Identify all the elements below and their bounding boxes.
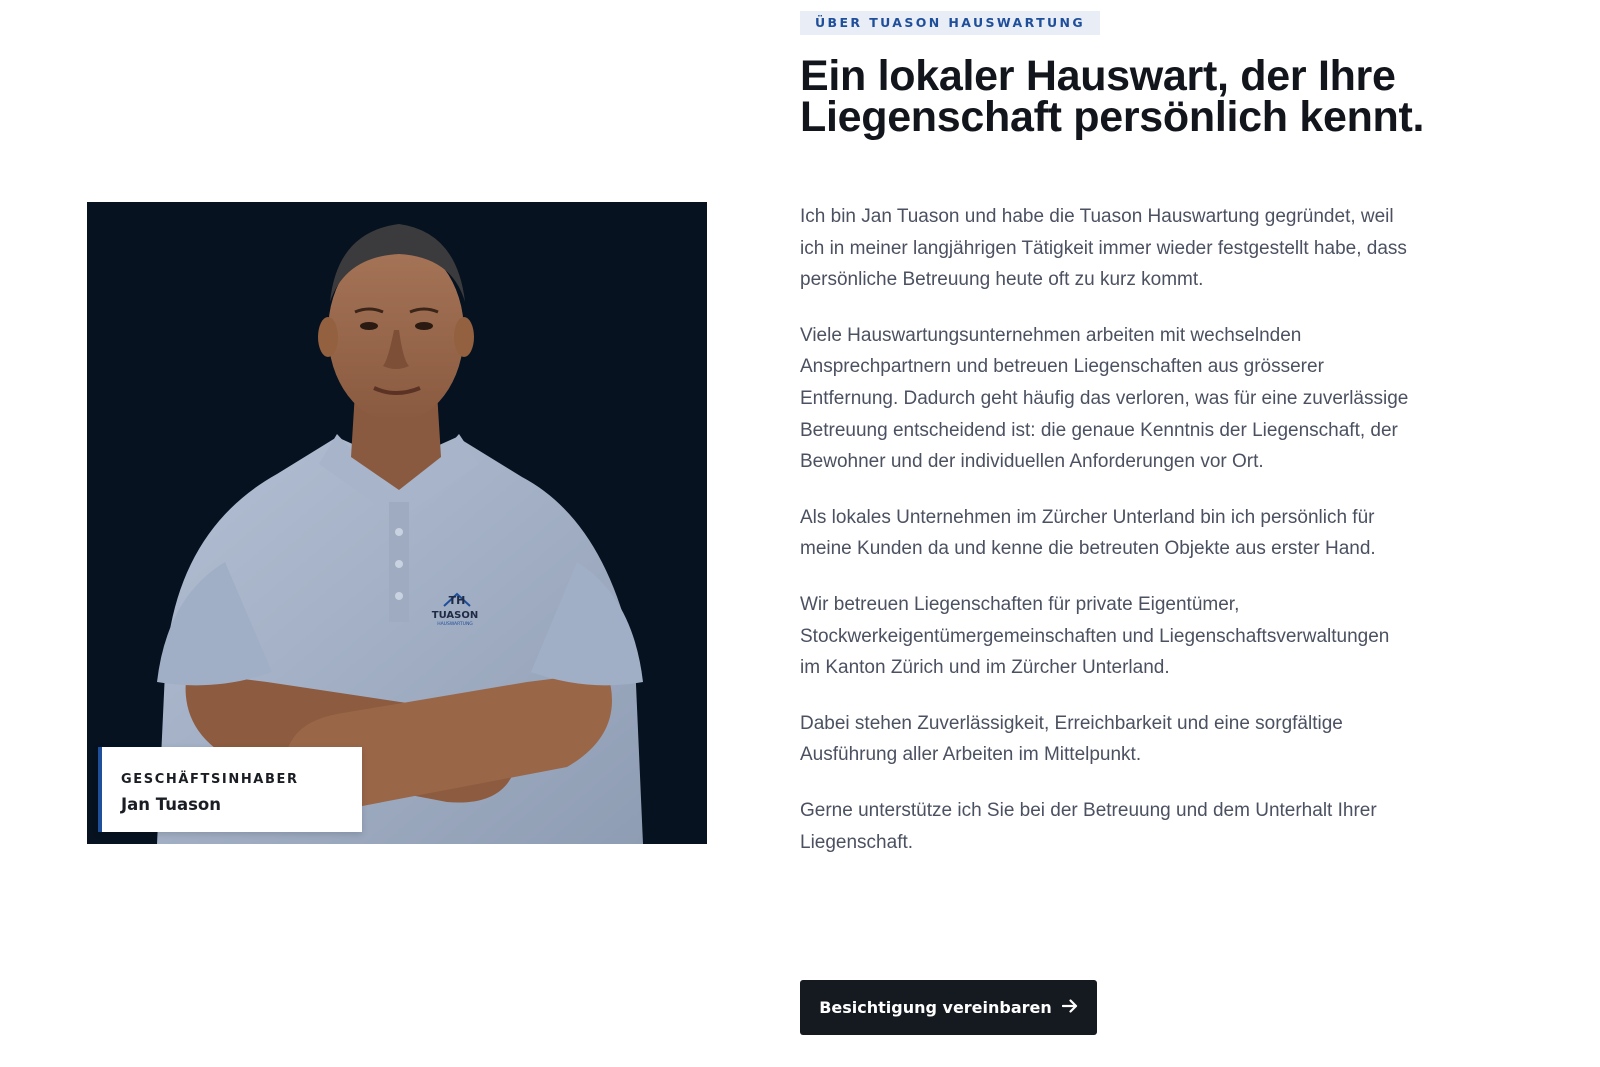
owner-role: GESCHÄFTSINHABER [121,772,299,787]
arrow-right-icon [1062,999,1078,1017]
schedule-visit-button[interactable] [800,980,1097,1035]
about-paragraph: Viele Hauswartungsunternehmen arbeiten mit wechselnden Ansprechpartnern und betreuen Liegenschaften aus grösserer Entfernung. Dadurch geht häufig das verloren, was für eine zuverlässige Betreuung entscheidend ist: die genaue Kenntnis der Liegenschaft, der Bewohner und der individuellen Anforderungen vor Ort. [800,324,1409,473]
owner-name: Jan Tuason [121,795,221,814]
shirt-logo-mark: TH [448,594,466,607]
about-paragraph: Dabei stehen Zuverlässigkeit, Erreichbarkeit und eine sorgfältige Ausführung aller Arbeiten im Mittelpunkt. [800,712,1343,766]
section-headline: Ein lokaler Hauswart, der Ihre Liegenschaft persönlich kennt. [800,52,1425,141]
schedule-visit-label: Besichtigung vereinbaren [819,998,1052,1017]
about-body [800,201,1410,882]
section-eyebrow: ÜBER TUASON HAUSWARTUNG [800,11,1100,35]
shirt-logo-text: TUASON [431,610,479,621]
owner-name-card [98,747,362,832]
shirt-logo-subtext: HAUSWARTUNG [437,622,473,627]
about-paragraph: Ich bin Jan Tuason und habe die Tuason Hauswartung gegründet, weil ich in meiner langjährigen Tätigkeit immer wieder festgestellt habe, dass persönliche Betreuung heute oft zu kurz kommt. [800,206,1407,291]
about-paragraph: Gerne unterstütze ich Sie bei der Betreuung und dem Unterhalt Ihrer Liegenschaft. [800,799,1377,853]
about-paragraph: Wir betreuen Liegenschaften für private Eigentümer, Stockwerkeigentümergemeinschaften und Liegenschaftsverwaltungen im Kanton Zürich und im Zürcher Unterland. [800,593,1390,679]
about-paragraph: Als lokales Unternehmen im Zürcher Unterland bin ich persönlich für meine Kunden da und kenne die betreuten Objekte aus erster Hand. [800,506,1376,560]
